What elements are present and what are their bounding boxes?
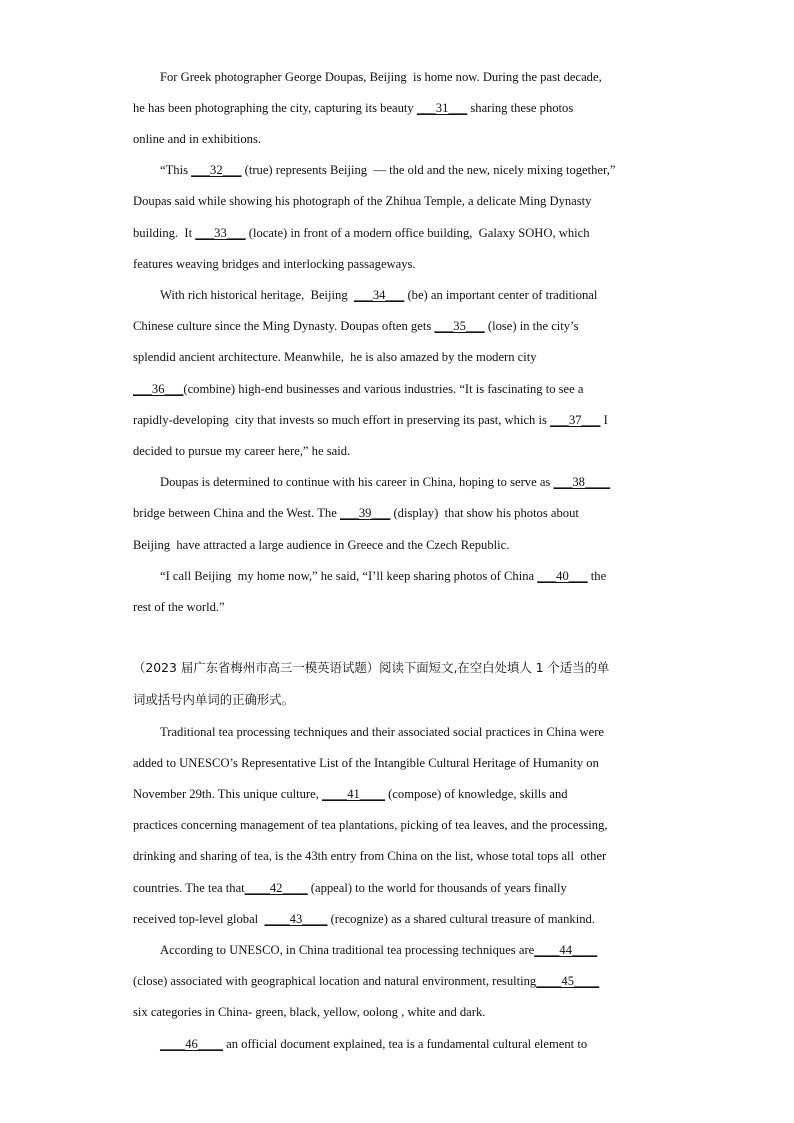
passage1-line: [133, 349, 537, 365]
section2-line: [133, 911, 595, 927]
passage1-line: [133, 443, 350, 459]
answer-blank[interactable]: ___31___: [416, 101, 468, 115]
text-run: decided to pursue my career here,” he said.: [133, 444, 351, 458]
text-run: Doupas is determined to continue with his career in China, hoping to serve as: [160, 475, 554, 489]
passage1-line: [160, 162, 615, 178]
passage1-line: [133, 193, 591, 209]
text-run: (locate) in front of a modern office building, Galaxy SOHO, which: [245, 226, 590, 240]
text-run: countries. The tea that: [133, 881, 245, 895]
passage1-line: [133, 537, 509, 553]
text-run: (compose) of knowledge, skills and: [384, 787, 568, 801]
passage1-line: [133, 225, 590, 241]
text-run: an official document explained, tea is a fundamental cultural element to: [222, 1037, 588, 1051]
text-run: (close) associated with geographical location and natural environment, resulting: [133, 974, 537, 988]
answer-blank[interactable]: ____42____: [244, 881, 308, 895]
passage1-line: [160, 69, 602, 85]
section2-line: [133, 1004, 485, 1020]
text-run: I: [600, 413, 608, 427]
text-run: November 29th. This unique culture,: [133, 787, 322, 801]
text-run: Beijing have attracted a large audience in Greece and the Czech Republic.: [133, 538, 510, 552]
passage1-line: [160, 474, 610, 490]
instruction-line: （2023 届广东省梅州市高三一模英语试题）阅读下面短文,在空白处填人 1 个适当的单: [133, 660, 610, 675]
answer-blank[interactable]: ____44____: [534, 943, 598, 957]
answer-blank[interactable]: ___36___: [133, 382, 184, 396]
section2-line: [160, 724, 604, 740]
section2-line: [133, 817, 608, 833]
text-run: sharing these photos: [467, 101, 574, 115]
passage1-line: [133, 381, 583, 397]
text-run: Traditional tea processing techniques and their associated social practices in China were: [160, 725, 605, 739]
text-run: Doupas said while showing his photograph of the Zhihua Temple, a delicate Ming Dynasty: [133, 194, 592, 208]
text-run: bridge between China and the West. The: [133, 506, 340, 520]
answer-blank[interactable]: ___34___: [353, 288, 405, 302]
section2-line: [160, 942, 597, 958]
text-run: he has been photographing the city, capturing its beauty: [133, 101, 417, 115]
passage1-line: [133, 100, 573, 116]
text-run: (be) an important center of traditional: [404, 288, 598, 302]
answer-blank[interactable]: ___35___: [434, 319, 485, 333]
text-run: features weaving bridges and interlocking passageways.: [133, 257, 416, 271]
text-run: drinking and sharing of tea, is the 43th entry from China on the list, whose total tops all other: [133, 849, 607, 863]
text-run: (appeal) to the world for thousands of years finally: [307, 881, 567, 895]
answer-blank[interactable]: ____43____: [264, 912, 328, 926]
text-run: rapidly-developing city that invests so much effort in preserving its past, which is: [133, 413, 551, 427]
answer-blank[interactable]: ___32___: [191, 163, 242, 177]
section2-line: [133, 786, 568, 802]
section2-line: [133, 755, 599, 771]
answer-blank[interactable]: ____45____: [536, 974, 600, 988]
text-run: (lose) in the city’s: [484, 319, 579, 333]
text-run: the: [587, 569, 607, 583]
passage1-line: [133, 318, 578, 334]
passage1-line: [160, 568, 606, 584]
answer-blank[interactable]: ____41____: [322, 787, 385, 801]
passage1-line: [133, 599, 225, 615]
text-run: added to UNESCO’s Representative List of the Intangible Cultural Heritage of Humanity on: [133, 756, 599, 770]
text-run: rest of the world.”: [133, 600, 225, 614]
passage1-line: [133, 505, 579, 521]
passage1-line: [133, 412, 608, 428]
text-run: received top-level global: [133, 912, 265, 926]
text-run: “I call Beijing my home now,” he said, “I’ll keep sharing photos of China: [160, 569, 538, 583]
text-run: According to UNESCO, in China traditional tea processing techniques are: [160, 943, 535, 957]
text-run: six categories in China- green, black, yellow, oolong , white and dark.: [133, 1005, 486, 1019]
section2-line: [133, 973, 599, 989]
text-run: Chinese culture since the Ming Dynasty. Doupas often gets: [133, 319, 435, 333]
passage1-line: [133, 131, 261, 147]
text-run: “This: [160, 163, 192, 177]
answer-blank[interactable]: ___37___: [550, 413, 601, 427]
text-run: (combine) high-end businesses and various industries. “It is fascinating to see a: [183, 382, 584, 396]
section2-line: [133, 880, 567, 896]
answer-blank[interactable]: ____46____: [160, 1037, 223, 1051]
answer-blank[interactable]: ___33___: [195, 226, 246, 240]
section2-line: [160, 1036, 587, 1052]
text-run: building. It: [133, 226, 196, 240]
text-run: (display) that show his photos about: [390, 506, 579, 520]
answer-blank[interactable]: ___40___: [537, 569, 588, 583]
passage1-line: [160, 287, 597, 303]
instruction-line: 词或括号内单词的正确形式。: [133, 692, 295, 707]
text-run: With rich historical heritage, Beijing: [160, 288, 354, 302]
text-run: For Greek photographer George Doupas, Beijing is home now. During the past decade,: [160, 70, 602, 84]
answer-blank[interactable]: ___39___: [339, 506, 391, 520]
text-run: online and in exhibitions.: [133, 132, 262, 146]
passage1-line: [133, 256, 416, 272]
text-run: (recognize) as a shared cultural treasure of mankind.: [327, 912, 595, 926]
answer-blank[interactable]: ___38____: [553, 475, 611, 489]
text-run: splendid ancient architecture. Meanwhile, he is also amazed by the modern city: [133, 350, 537, 364]
section2-line: [133, 848, 606, 864]
text-run: (true) represents Beijing — the old and the new, nicely mixing together,”: [241, 163, 616, 177]
text-run: practices concerning management of tea plantations, picking of tea leaves, and the processing,: [133, 818, 608, 832]
